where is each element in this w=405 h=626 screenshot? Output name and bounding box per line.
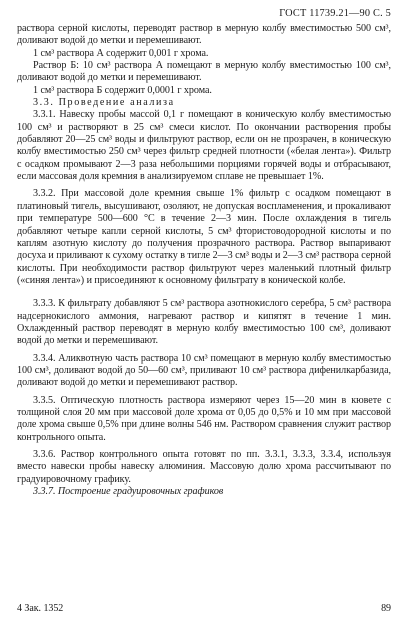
paragraph-3-3-2: 3.3.2. При массовой доле кремния свыше 1% фильтр с осадком помещают в платиновый тигель, высушивают, озоляют, не допуская воспламенения, и прокаливают при температуре 500—600 °С в течение 2—3 мин. После охлаждения в тигель добавляют четыре капли серной кислоты, 5 см³ фтористоводородной кислоты и по каплям азотную кислоту до получения прозрачного раствора. Раствор выпаривают досуха и приливают к сухому остатку в тигле 2—3 см³ воды и 2—3 см³ раствора серной кислоты. При необходимости раствор фильтруют через маленький плотный фильтр («синяя лента») и присоединяют к основному фильтрату в конической колбе. — [17, 188, 391, 286]
paragraph-solution-b: Раствор Б: 10 см³ раствора А помещают в мерную колбу вместимостью 100 см³, доливают водой до метки и перемешивают. — [17, 60, 391, 84]
paragraph-3-3-3: 3.3.3. К фильтрату добавляют 5 см³ раствора азотнокислого серебра, 5 см³ раствора надсернокислого аммония, нагревают раствор и кипятят в течение 1 мин. Охлажденный раствор переводят в мерную колбу вместимостью 100 см³, доливают водой до метки и перемешивают. — [17, 298, 391, 347]
document-body — [17, 23, 391, 498]
paragraph-3-3-4: 3.3.4. Аликвотную часть раствора 10 см³ помещают в мерную колбу вместимостью 100 см³, доливают водой до 50—60 см³, приливают 10 см³ раствора дифенилкарбазида, доливают водой до метки и перемешивают раствор. — [17, 352, 391, 389]
paragraph-3-3-7-heading: 3.3.7. Построение градуировочных графиков — [33, 486, 224, 498]
paragraph-solution-b-content: 1 см³ раствора Б содержит 0,0001 г хрома. — [33, 84, 212, 96]
paragraph-3-3-5: 3.3.5. Оптическую плотность раствора измеряют через 15—20 мин в кювете с толщиной слоя 20 мм при массовой доле хрома от 0,05 до 0,5% и 10 мм при массовой доле хрома свыше 0,5% при длине волны 546 нм. Раствором сравнения служит раствор контрольного опыта. — [17, 394, 391, 443]
page-number: 89 — [381, 603, 391, 614]
footer-order-number: 4 Зак. 1352 — [17, 603, 64, 614]
section-heading: 3.3. Проведение анализа — [33, 97, 175, 109]
paragraph-3-3-6: 3.3.6. Раствор контрольного опыта готовят по пп. 3.3.1, 3.3.3, 3.3.4, используя вместо навески пробы навеску алюминия. Массовую долю хрома рассчитывают по градуировочному графику. — [17, 449, 391, 485]
paragraph-continuation: раствора серной кислоты, переводят раствор в мерную колбу вместимостью 500 см³, доливают водой до метки и перемешивают. — [17, 23, 391, 47]
page-header: ГОСТ 11739.21—90 С. 5 — [279, 8, 391, 19]
paragraph-3-3-1: 3.3.1. Навеску пробы массой 0,1 г помещают в коническую колбу вместимостью 100 см³ и растворяют в 25 см³ смеси кислот. По окончании растворения пробы добавляют 20—25 см³ воды и фильтруют раствор, если он не прозрачен, в коническую колбу вместимостью 250 см³ через фильтр средней плотности («белая лента»). Фильтр с осадком промывают 2—3 раза небольшими порциями горячей воды и отбрасывают, если массовая доля кремния в анализируемом сплаве не превышает 1%. — [17, 109, 391, 183]
paragraph-solution-a-content: 1 см³ раствора А содержит 0,001 г хрома. — [33, 47, 209, 59]
